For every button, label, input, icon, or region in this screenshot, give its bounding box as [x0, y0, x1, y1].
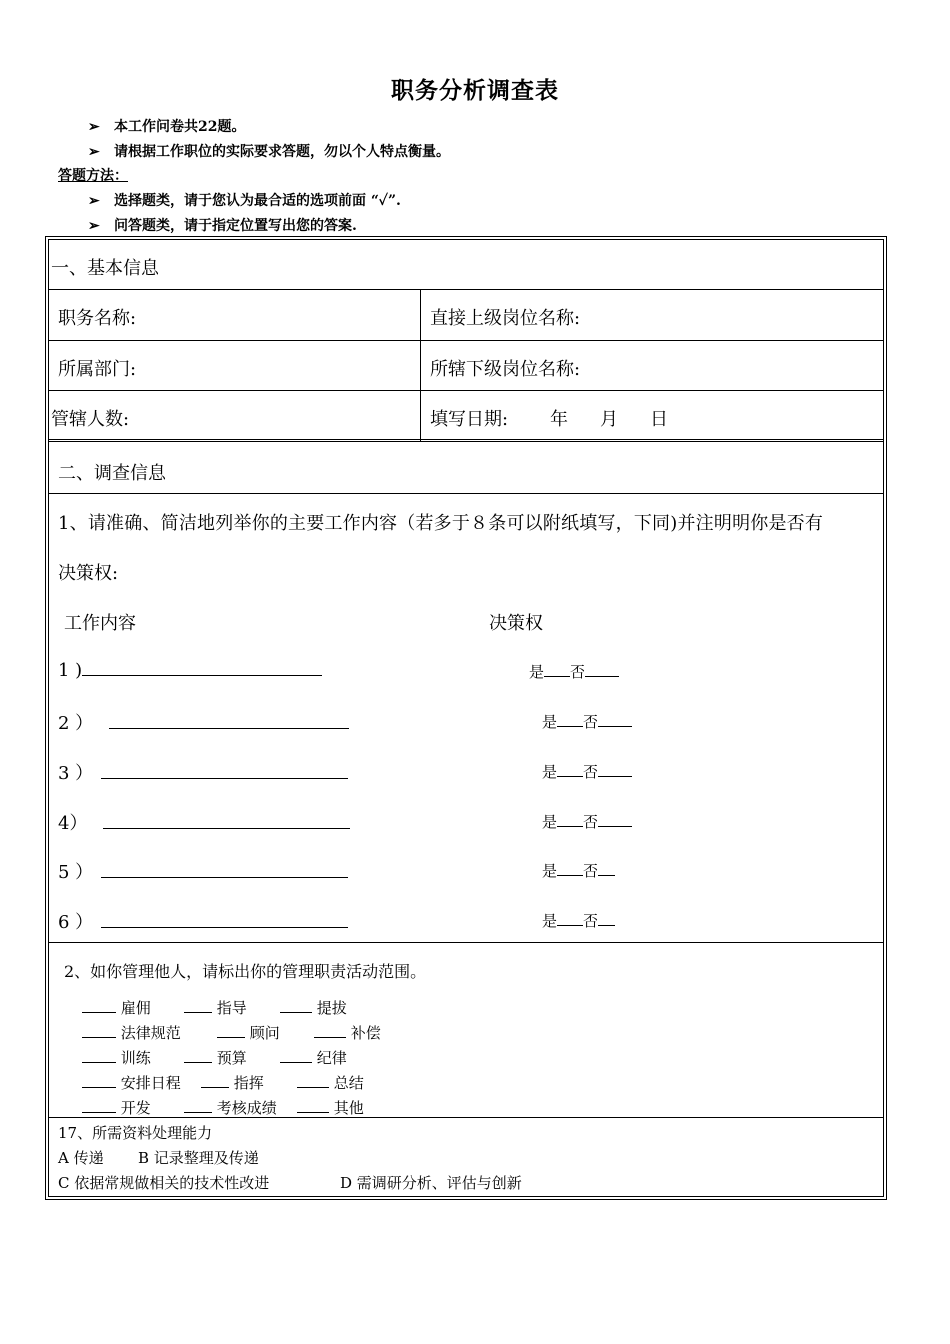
- q2-option: 法律规范: [82, 1022, 181, 1043]
- date-label: 填写日期:: [430, 409, 509, 430]
- superior-label: 直接上级岗位名称:: [430, 308, 581, 329]
- q2-title: 2、如你管理他人，请标出你的管理职责活动范围。: [64, 962, 427, 981]
- table-row: 2 ）: [58, 709, 349, 735]
- decision-choice: 是 否: [542, 910, 615, 931]
- no-blank[interactable]: [598, 912, 615, 926]
- date-year: 年: [550, 409, 568, 430]
- option-blank[interactable]: [184, 1048, 212, 1063]
- option-blank[interactable]: [217, 1023, 245, 1038]
- option-blank[interactable]: [184, 998, 212, 1013]
- table-row: 6 ）: [58, 908, 348, 934]
- job-title-label: 职务名称:: [58, 308, 137, 329]
- department-label: 所属部门:: [58, 359, 137, 380]
- table-row: 5 ）: [58, 858, 348, 884]
- q17-option-b[interactable]: B 记录整理及传递: [138, 1149, 259, 1167]
- option-blank[interactable]: [314, 1023, 346, 1038]
- headcount-label: 管辖人数:: [51, 409, 130, 430]
- no-blank[interactable]: [598, 713, 632, 727]
- arrow-bullet-icon: ➢: [88, 144, 100, 160]
- q2-option: 指挥: [201, 1072, 264, 1093]
- content-blank[interactable]: [82, 659, 322, 676]
- instruction-item: ➢ 请根据工作职位的实际要求答题，勿以个人特点衡量。: [88, 144, 450, 160]
- option-blank[interactable]: [297, 1073, 329, 1088]
- content-blank[interactable]: [101, 762, 348, 779]
- q2-option: 指导: [184, 997, 247, 1018]
- q17-option-c[interactable]: C 依据常规做相关的技术性改进: [58, 1174, 270, 1192]
- option-blank[interactable]: [297, 1098, 329, 1113]
- content-blank[interactable]: [101, 911, 348, 928]
- option-blank[interactable]: [184, 1098, 212, 1113]
- no-blank[interactable]: [585, 663, 619, 677]
- date-month: 月: [600, 409, 618, 430]
- method-item: ➢ 选择题类，请于您认为最合适的选项前面 “✓”.: [88, 193, 401, 209]
- col-content-header: 工作内容: [64, 613, 136, 634]
- yes-blank[interactable]: [557, 912, 583, 926]
- content-blank[interactable]: [109, 712, 349, 729]
- option-blank[interactable]: [280, 1048, 312, 1063]
- col-decision-header: 决策权: [489, 613, 543, 634]
- option-blank[interactable]: [82, 1023, 116, 1038]
- option-blank[interactable]: [280, 998, 312, 1013]
- survey-form: [45, 236, 887, 1200]
- table-row: 1 ): [58, 659, 322, 681]
- date-day: 日: [650, 409, 668, 430]
- no-blank[interactable]: [598, 763, 632, 777]
- divider: [49, 439, 883, 442]
- instruction-item: ➢ 本工作问卷共22题。: [88, 119, 246, 135]
- q2-option: 预算: [184, 1047, 247, 1068]
- arrow-bullet-icon: ➢: [88, 193, 100, 209]
- divider: [49, 493, 883, 494]
- divider: [49, 289, 883, 290]
- decision-choice: 是 否: [542, 711, 632, 732]
- page-title: 职务分析调查表: [391, 77, 559, 104]
- content-blank[interactable]: [101, 861, 348, 878]
- yes-blank[interactable]: [544, 663, 570, 677]
- yes-blank[interactable]: [557, 813, 583, 827]
- table-row: 4）: [58, 809, 350, 835]
- section2-heading: 二、调查信息: [58, 463, 166, 484]
- option-blank[interactable]: [82, 1048, 116, 1063]
- option-blank[interactable]: [82, 998, 116, 1013]
- arrow-bullet-icon: ➢: [88, 119, 100, 135]
- form-inner-border: [48, 239, 884, 1197]
- column-divider: [420, 289, 421, 441]
- decision-choice: 是 否: [542, 860, 615, 881]
- q2-option: 总结: [297, 1072, 364, 1093]
- method-label: 答题方法：: [58, 168, 128, 184]
- q2-option: 提拔: [280, 997, 347, 1018]
- yes-blank[interactable]: [557, 763, 583, 777]
- no-blank[interactable]: [598, 813, 632, 827]
- q1-text-cont: 决策权:: [58, 563, 119, 584]
- divider: [49, 340, 883, 341]
- yes-blank[interactable]: [557, 713, 583, 727]
- decision-choice: 是 否: [542, 811, 632, 832]
- arrow-bullet-icon: ➢: [88, 218, 100, 234]
- q1-text: 1、请准确、简洁地列举你的主要工作内容（若多于８条可以附纸填写，下同)并注明明你是否有: [58, 513, 824, 534]
- q2-option: 其他: [297, 1097, 364, 1118]
- q2-option: 雇佣: [82, 997, 151, 1018]
- option-blank[interactable]: [82, 1073, 116, 1088]
- divider: [49, 942, 883, 943]
- option-blank[interactable]: [82, 1098, 116, 1113]
- content-blank[interactable]: [103, 812, 350, 829]
- section1-heading: 一、基本信息: [51, 258, 159, 279]
- q2-option: 补偿: [314, 1022, 381, 1043]
- table-row: 3 ）: [58, 759, 348, 785]
- q17-title: 17、所需资料处理能力: [58, 1124, 213, 1142]
- q2-option: 纪律: [280, 1047, 347, 1068]
- decision-choice: 是 否: [529, 661, 619, 682]
- q2-option: 安排日程: [82, 1072, 181, 1093]
- q2-option: 训练: [82, 1047, 151, 1068]
- q2-option: 开发: [82, 1097, 151, 1118]
- option-blank[interactable]: [201, 1073, 229, 1088]
- decision-choice: 是 否: [542, 761, 632, 782]
- divider: [49, 390, 883, 391]
- divider: [49, 1117, 883, 1118]
- no-blank[interactable]: [598, 862, 615, 876]
- q2-option: 考核成绩: [184, 1097, 277, 1118]
- q17-option-a[interactable]: A 传递: [58, 1149, 104, 1167]
- subordinate-label: 所辖下级岗位名称:: [430, 359, 581, 380]
- yes-blank[interactable]: [557, 862, 583, 876]
- q2-option: 顾问: [217, 1022, 280, 1043]
- method-item: ➢ 问答题类，请于指定位置写出您的答案.: [88, 218, 357, 234]
- q17-option-d[interactable]: D 需调研分析、评估与创新: [340, 1174, 522, 1192]
